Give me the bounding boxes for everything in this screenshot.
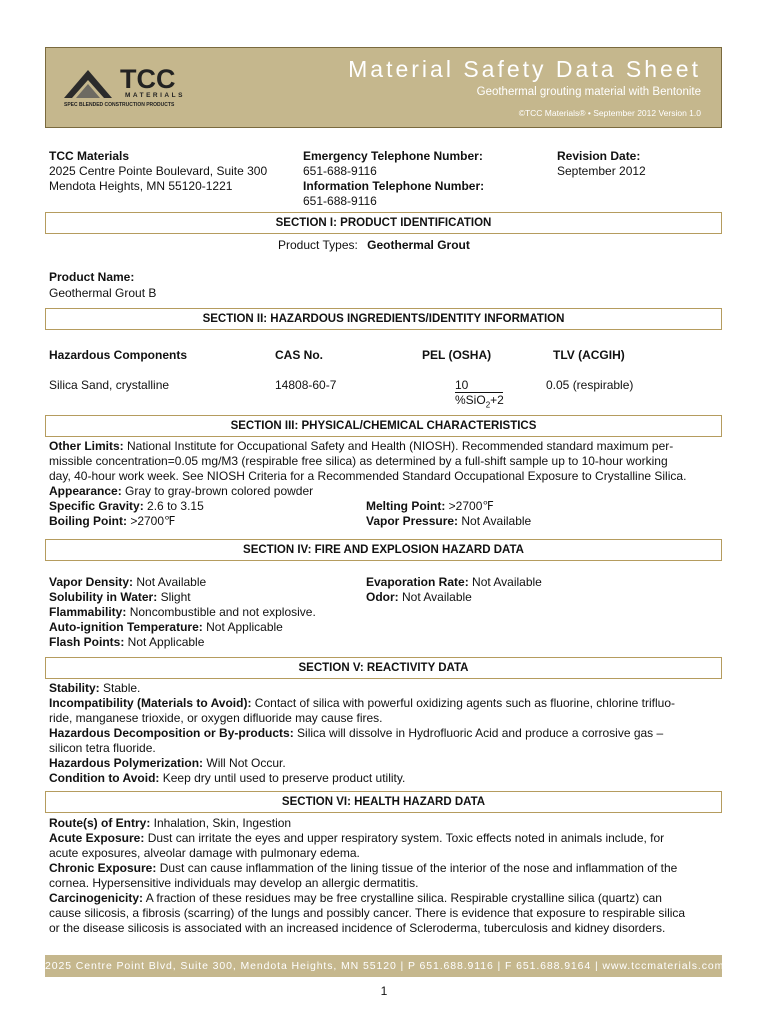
pel-subscript: 2 <box>485 400 491 410</box>
info-label: Information Telephone Number: <box>303 179 485 193</box>
evaporation-rate-label: Evaporation Rate: <box>366 575 469 589</box>
section-3-title: SECTION III: PHYSICAL/CHEMICAL CHARACTERISTICS <box>45 415 722 437</box>
product-types-value: Geothermal Grout <box>367 238 470 252</box>
company-address2: Mendota Heights, MN 55120-1221 <box>49 179 233 193</box>
sg-value: 2.6 to 3.15 <box>143 499 204 513</box>
company-address1: 2025 Centre Pointe Boulevard, Suite 300 <box>49 164 268 178</box>
solubility-value: Slight <box>157 590 191 604</box>
product-types-label: Product Types: <box>278 238 358 252</box>
autoignition-value: Not Applicable <box>202 620 283 634</box>
bp-value: >2700℉ <box>126 514 176 528</box>
sec4-left <box>49 575 349 650</box>
vp-value: Not Available <box>458 514 532 528</box>
sec5-body <box>49 681 721 786</box>
logo-name: TCC <box>120 64 176 94</box>
odor-value: Not Available <box>398 590 472 604</box>
sec4-right <box>366 575 542 605</box>
document-header <box>45 47 722 128</box>
specific-gravity <box>49 499 204 514</box>
appearance-label: Appearance: <box>49 484 122 498</box>
vp-label: Vapor Pressure: <box>366 514 459 528</box>
decomposition-line1: Silica will dissolve in Hydrofluoric Acid and produce a corrosive gas – <box>293 726 664 740</box>
col-tlv-acgih: TLV (ACGIH) <box>553 348 625 362</box>
appearance-value: Gray to gray-brown colored powder <box>121 484 314 498</box>
flammability-value: Noncombustible and not explosive. <box>126 605 316 619</box>
revision-date: September 2012 <box>557 164 646 178</box>
sec6-body <box>49 816 721 936</box>
product-name-label: Product Name: <box>49 270 135 284</box>
emergency-label: Emergency Telephone Number: <box>303 149 483 163</box>
section-1-title: SECTION I: PRODUCT IDENTIFICATION <box>45 212 722 234</box>
chronic-line2: cornea. Hypersensitive individuals may develop an allergic dermatitis. <box>49 876 419 890</box>
solubility-label: Solubility in Water: <box>49 590 158 604</box>
col-pel-osha: PEL (OSHA) <box>422 348 492 362</box>
pel-tail: +2 <box>490 393 504 407</box>
flammability-label: Flammability: <box>49 605 127 619</box>
other-limits-line3: day, 40-hour work week. See NIOSH Criteria for a Recommended Standard Occupational Exposure to Crystalline Silica. <box>49 469 687 483</box>
product-types <box>278 238 470 253</box>
col-hazardous-components: Hazardous Components <box>49 348 188 362</box>
section-2-title: SECTION II: HAZARDOUS INGREDIENTS/IDENTITY INFORMATION <box>45 308 722 330</box>
emergency-phone: 651-688-9116 <box>303 164 377 178</box>
doc-version: ©TCC Materials® • September 2012 Version 1.0 <box>518 108 701 118</box>
route-value: Inhalation, Skin, Ingestion <box>150 816 292 830</box>
bp-label: Boiling Point: <box>49 514 127 528</box>
logo-tagline: SPEC BLENDED CONSTRUCTION PRODUCTS <box>64 102 175 108</box>
mp-label: Melting Point: <box>366 499 446 513</box>
condition-label: Condition to Avoid: <box>49 771 160 785</box>
company-name: TCC Materials <box>49 149 130 163</box>
vapor-density-label: Vapor Density: <box>49 575 134 589</box>
page-number: 1 <box>380 984 388 998</box>
chronic-label: Chronic Exposure: <box>49 861 157 875</box>
section-4-title: SECTION IV: FIRE AND EXPLOSION HAZARD DATA <box>45 539 722 561</box>
polymerization-value: Will Not Occur. <box>203 756 286 770</box>
row-component: Silica Sand, crystalline <box>49 378 170 392</box>
flash-points-label: Flash Points: <box>49 635 125 649</box>
carcinogenicity-label: Carcinogenicity: <box>49 891 144 905</box>
pel-sio: %SiO <box>455 393 486 407</box>
stability-label: Stability: <box>49 681 100 695</box>
section-5-title: SECTION V: REACTIVITY DATA <box>45 657 722 679</box>
vapor-density-value: Not Available <box>133 575 207 589</box>
route-label: Route(s) of Entry: <box>49 816 151 830</box>
col-cas-no: CAS No. <box>275 348 323 362</box>
decomposition-line2: silicon tetra fluoride. <box>49 741 156 755</box>
odor-label: Odor: <box>366 590 399 604</box>
section-6-title: SECTION VI: HEALTH HAZARD DATA <box>45 791 722 813</box>
row-cas: 14808-60-7 <box>275 378 337 392</box>
incompatibility-label: Incompatibility (Materials to Avoid): <box>49 696 252 710</box>
other-limits-line1: National Institute for Occupational Safety and Health (NIOSH). Recommended standard maximum per- <box>123 439 674 453</box>
condition-value: Keep dry until used to preserve product utility. <box>159 771 406 785</box>
flash-points-value: Not Applicable <box>124 635 205 649</box>
other-limits-line2: missible concentration=0.05 mg/M3 (respirable free silica) as determined by a full-shift sample up to 10-hour working <box>49 454 668 468</box>
chronic-line1: Dust can cause inflammation of the lining tissue of the interior of the nose and inflammation of the <box>156 861 678 875</box>
carcinogenicity-line1: A fraction of these residues may be free crystalline silica. Respirable crystalline silica (quartz) can <box>143 891 662 905</box>
acute-line2: acute exposures, alveolar damage with pulmonary edema. <box>49 846 360 860</box>
row-pel-numerator: 10 <box>455 378 503 393</box>
row-pel-denominator <box>455 393 504 412</box>
polymerization-label: Hazardous Polymerization: <box>49 756 204 770</box>
product-name-value: Geothermal Grout B <box>49 286 157 300</box>
acute-line1: Dust can irritate the eyes and upper respiratory system. Toxic effects noted in animals include, for <box>144 831 665 845</box>
acute-label: Acute Exposure: <box>49 831 145 845</box>
carcinogenicity-line3: or the disease silicosis is associated with an increased incidence of Scleroderma, tuberculosis and kidney disorders. <box>49 921 666 935</box>
doc-subtitle: Geothermal grouting material with Bentonite <box>476 86 701 98</box>
incompatibility-line2: ride, manganese trioxide, or oxygen difluoride may cause fires. <box>49 711 383 725</box>
info-phone: 651-688-9116 <box>303 194 377 208</box>
mp-value: >2700℉ <box>445 499 494 513</box>
footer-bar: 2025 Centre Point Blvd, Suite 300, Mendota Heights, MN 55120 | P 651.688.9116 | F 651.688.9164 | www.tccmaterials.com <box>45 955 722 977</box>
decomposition-label: Hazardous Decomposition or By-products: <box>49 726 294 740</box>
stability-value: Stable. <box>99 681 141 695</box>
other-limits <box>49 439 721 499</box>
doc-title: Material Safety Data Sheet <box>348 56 701 82</box>
carcinogenicity-line2: cause silicosis, a fibrosis (scarring) of the lungs and possibly cancer. There is evidence that exposure to respirable silica <box>49 906 686 920</box>
boiling-point <box>49 514 175 529</box>
melting-point <box>366 499 494 514</box>
revision-label: Revision Date: <box>557 149 641 163</box>
evaporation-rate-value: Not Available <box>468 575 542 589</box>
vapor-pressure <box>366 514 531 529</box>
row-tlv: 0.05 (respirable) <box>546 378 634 392</box>
other-limits-label: Other Limits: <box>49 439 124 453</box>
sg-label: Specific Gravity: <box>49 499 144 513</box>
incompatibility-line1: Contact of silica with powerful oxidizing agents such as fluorine, chlorine trifluo- <box>251 696 676 710</box>
tcc-logo <box>62 62 192 114</box>
logo-sub: MATERIALS <box>125 92 185 99</box>
autoignition-label: Auto-ignition Temperature: <box>49 620 203 634</box>
